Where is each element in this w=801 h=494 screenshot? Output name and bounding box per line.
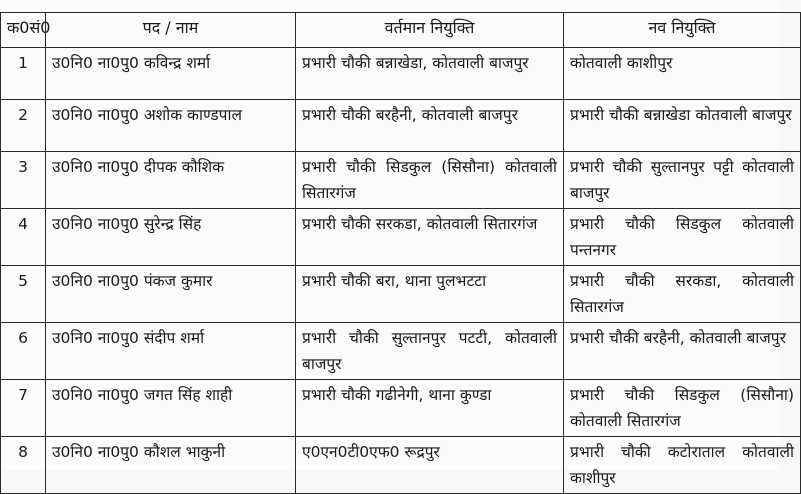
table-row: [1, 48, 801, 100]
cell-new: प्रभारी चौकी बरहैनी, कोतवाली बाजपुर: [564, 323, 801, 380]
cell-current: प्रभारी चौकी सिडकुल (सिसौना) कोतवाली सितारगंज: [296, 152, 564, 209]
header-current: वर्तमान नियुक्ति: [296, 13, 564, 48]
cell-name: उ0नि0 ना0पु0 जगत सिंह शाही: [46, 380, 296, 437]
cell-current: ए0एन0टी0एफ0 रूद्रपुर: [296, 437, 564, 494]
cell-name: उ0नि0 ना0पु0 पंकज कुमार: [46, 266, 296, 323]
table-row: [1, 437, 801, 494]
cell-sno: 3: [1, 152, 46, 209]
header-row: [1, 13, 801, 48]
cell-current: प्रभारी चौकी बरा, थाना पुलभटटा: [296, 266, 564, 323]
cell-current: प्रभारी चौकी बन्नाखेडा, कोतवाली बाजपुर: [296, 48, 564, 100]
cell-new: प्रभारी चौकी बन्नाखेडा कोतवाली बाजपुर: [564, 100, 801, 152]
table-row: [1, 380, 801, 437]
cell-new: प्रभारी चौकी कटोराताल कोतवाली काशीपुर: [564, 437, 801, 494]
cell-current: प्रभारी चौकी बरहैनी, कोतवाली बाजपुर: [296, 100, 564, 152]
header-name: पद / नाम: [46, 13, 296, 48]
cell-name: उ0नि0 ना0पु0 सुरेन्द्र सिंह: [46, 209, 296, 266]
cell-current: प्रभारी चौकी सुल्तानपुर पटटी, कोतवाली बाजपुर: [296, 323, 564, 380]
cell-sno: 6: [1, 323, 46, 380]
cell-name: उ0नि0 ना0पु0 कौशल भाकुनी: [46, 437, 296, 494]
table-row: [1, 323, 801, 380]
cell-sno: 1: [1, 48, 46, 100]
table-row: [1, 209, 801, 266]
table-row: [1, 100, 801, 152]
cell-sno: 2: [1, 100, 46, 152]
cell-name: उ0नि0 ना0पु0 कविन्द्र शर्मा: [46, 48, 296, 100]
table-row: [1, 152, 801, 209]
header-new: नव नियुक्ति: [564, 13, 801, 48]
cell-sno: 5: [1, 266, 46, 323]
cell-new: कोतवाली काशीपुर: [564, 48, 801, 100]
cell-name: उ0नि0 ना0पु0 दीपक कौशिक: [46, 152, 296, 209]
transfer-table: [0, 12, 801, 494]
cell-current: प्रभारी चौकी गढीनेगी, थाना कुण्डा: [296, 380, 564, 437]
cell-new: प्रभारी चौकी सिडकुल (सिसौना) कोतवाली सितारगंज: [564, 380, 801, 437]
cell-current: प्रभारी चौकी सरकडा, कोतवाली सितारगंज: [296, 209, 564, 266]
cell-new: प्रभारी चौकी सरकडा, कोतवाली सितारगंज: [564, 266, 801, 323]
cell-new: प्रभारी चौकी सुल्तानपुर पट्टी कोतवाली बाजपुर: [564, 152, 801, 209]
cell-name: उ0नि0 ना0पु0 संदीप शर्मा: [46, 323, 296, 380]
header-sno: क0सं0: [1, 13, 46, 48]
cell-sno: 7: [1, 380, 46, 437]
cell-sno: 8: [1, 437, 46, 494]
cell-new: प्रभारी चौकी सिडकुल कोतवाली पन्तनगर: [564, 209, 801, 266]
cell-name: उ0नि0 ना0पु0 अशोक काण्डपाल: [46, 100, 296, 152]
table-row: [1, 266, 801, 323]
cell-sno: 4: [1, 209, 46, 266]
